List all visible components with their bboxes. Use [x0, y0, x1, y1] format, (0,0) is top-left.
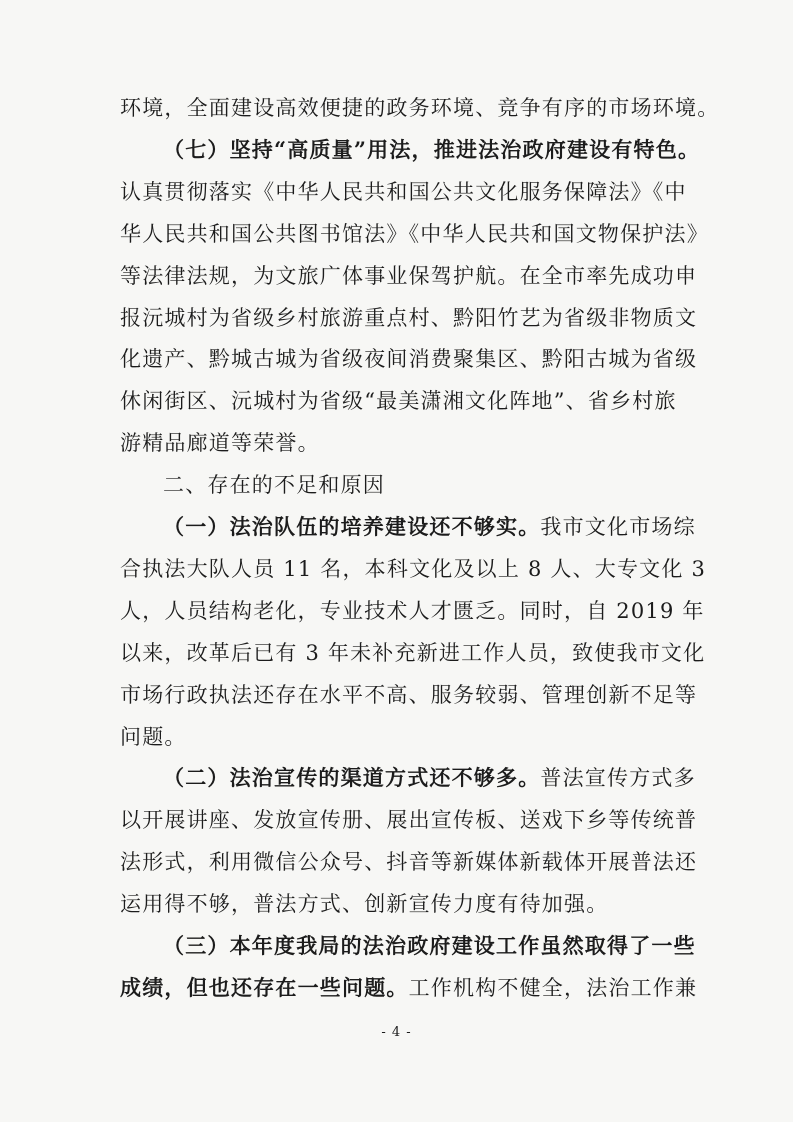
text-line	[120, 638, 706, 668]
text-line	[163, 512, 696, 542]
text-run: 游精品廊道等荣誉。	[120, 431, 320, 456]
text-run: 普法宣传方式多	[540, 766, 696, 791]
text-run: 我市文化市场综	[540, 515, 696, 540]
text-run: 化遗产、黔城古城为省级夜间消费聚集区、黔阳古城为省级	[120, 347, 698, 372]
text-line	[120, 973, 698, 1003]
text-line	[163, 931, 696, 961]
bold-text-run: （七）坚持“高质量”用法，推进法治政府建设有特色。	[163, 136, 701, 162]
text-line	[120, 596, 705, 626]
text-line	[120, 805, 698, 835]
text-line	[120, 261, 698, 291]
bold-text-run: （一）法治队伍的培养建设还不够实。	[163, 514, 541, 540]
text-run: 报沅城村为省级乡村旅游重点村、黔阳竹艺为省级非物质文	[120, 305, 698, 330]
text-line	[163, 135, 701, 165]
text-line	[163, 470, 385, 500]
bold-text-run: （三）本年度我局的法治政府建设工作虽然取得了一些	[163, 933, 696, 959]
text-line	[120, 344, 698, 374]
text-line	[120, 680, 698, 710]
bold-text-run: （二）法治宣传的渠道方式还不够多。	[163, 765, 541, 791]
text-run: 合执法大队人员 11 名，本科文化及以上 8 人、大专文化 3	[120, 556, 707, 581]
text-run: 二、存在的不足和原因	[163, 473, 385, 498]
bold-text-run: 成绩，但也还存在一些问题。	[120, 975, 409, 1000]
text-run: 休闲街区、沅城村为省级“最美潇湘文化阵地”、省乡村旅	[120, 389, 677, 414]
text-line	[163, 763, 696, 793]
text-line	[120, 722, 187, 752]
text-line	[120, 428, 320, 458]
text-line	[120, 386, 677, 416]
text-run: 运用得不够，普法方式、创新宣传力度有待加强。	[120, 892, 609, 917]
text-run: 法形式，利用微信公众号、抖音等新媒体新载体开展普法还	[120, 850, 698, 875]
text-run: 以来，改革后已有 3 年未补充新进工作人员，致使我市文化	[120, 640, 706, 665]
text-line	[120, 847, 698, 877]
text-run: 认真贯彻落实《中华人民共和国公共文化服务保障法》《中	[120, 179, 687, 204]
text-run: 市场行政执法还存在水平不高、服务较弱、管理创新不足等	[120, 682, 698, 707]
text-run: 以开展讲座、发放宣传册、展出宣传板、送戏下乡等传统普	[120, 808, 698, 833]
text-run: 问题。	[120, 724, 187, 749]
text-run: 工作机构不健全，法治工作兼	[408, 976, 698, 1000]
text-run: 华人民共和国公共图书馆法》《中华人民共和国文物保护法》	[120, 221, 709, 246]
text-line	[120, 554, 707, 584]
page-number: - 4 -	[381, 1025, 412, 1040]
text-run: 环境，全面建设高效便捷的政务环境、竞争有序的市场环境。	[120, 96, 720, 120]
text-run: 人，人员结构老化，专业技术人才匮乏。同时，自 2019 年	[120, 598, 705, 623]
text-line	[120, 177, 687, 207]
text-line	[120, 889, 608, 919]
text-run: 等法律法规，为文旅广体事业保驾护航。在全市率先成功申	[120, 263, 698, 288]
text-line	[120, 93, 720, 123]
text-line	[120, 219, 709, 249]
text-line	[120, 303, 698, 333]
